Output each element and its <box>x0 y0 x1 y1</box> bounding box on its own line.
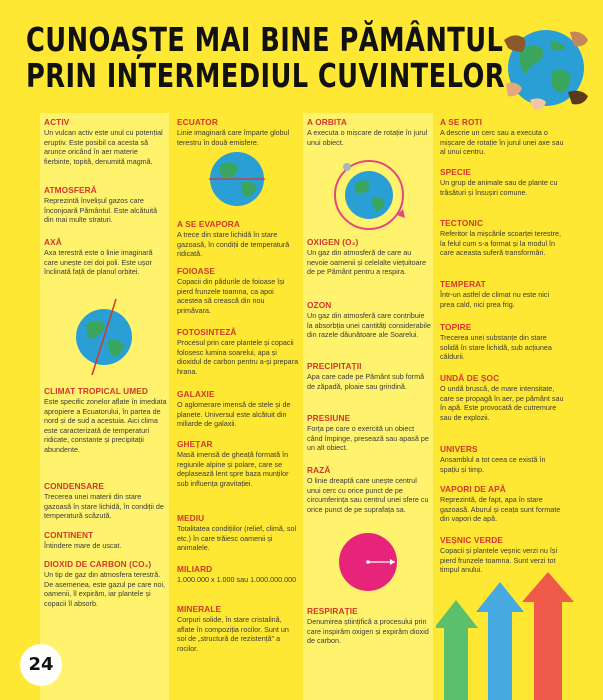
term: RAZĂ <box>307 465 331 475</box>
entry-oxigen <box>307 237 431 277</box>
entry-minerale <box>177 604 300 653</box>
page-title <box>26 20 505 95</box>
term: A ORBITA <box>307 117 347 127</box>
entry-unda-de-soc <box>440 373 564 422</box>
definition: Un tip de gaz din atmosfera terestră. De asemenea, este gazul pe care noi, oamenii, îl expirăm, iar plantele și copacii îl absorb. <box>44 570 166 608</box>
entry-temperat <box>440 279 564 309</box>
term: MEDIU <box>177 513 205 523</box>
term: VEȘNIC VERDE <box>440 535 503 545</box>
definition: A trece din stare lichidă în stare gazoasă, în condiții de temperatură ridicată. <box>177 230 290 259</box>
definition: O linie dreaptă care unește centrul unui cerc cu orice punct de pe circumferința sau centrul unei sfere cu orice punct de pe suprafața sa. <box>307 476 429 514</box>
title-line-2: PRIN INTERMEDIUL CUVINTELOR <box>26 56 505 95</box>
entry-respiratie <box>307 606 431 646</box>
entry-vapori-de-apa <box>440 484 564 524</box>
definition: Trecerea unei substanțe din stare solidă în stare lichidă, sub acțiunea căldurii. <box>440 333 552 362</box>
entry-activ <box>44 117 167 166</box>
term: OXIGEN (O₂) <box>307 237 359 247</box>
term: FOIOASE <box>177 266 216 276</box>
term: ATMOSFERĂ <box>44 185 97 195</box>
tilted-axis-globe-icon <box>68 295 140 377</box>
term: A SE EVAPORA <box>177 219 240 229</box>
glossary-column-3 <box>303 113 433 700</box>
page-number: 24 <box>20 644 62 686</box>
definition: Reprezintă învelișul gazos care înconjoară Pământul. Este alcătuită din mai multe straturi. <box>44 196 158 225</box>
definition: O aglomerare imensă de stele și de planete. Universul este alcătuit din miliarde de galaxii. <box>177 400 291 429</box>
definition: Axa terestră este o linie imaginară care unește cei doi poli. Este ușor înclinată față de planul orbitei. <box>44 248 153 277</box>
entry-specie <box>440 167 564 197</box>
term: AXĂ <box>44 237 62 247</box>
definition: O undă bruscă, de mare intensitate, care se propagă în aer, pe pământ sau în apă. Este provocată de cutremure sau de explozii. <box>440 384 564 422</box>
term: CLIMAT TROPICAL UMED <box>44 386 149 396</box>
entry-precipitatii <box>307 361 431 391</box>
term: A SE ROTI <box>440 117 483 127</box>
definition: Un grup de animale sau de plante cu trăsături și însușiri comune. <box>440 178 558 197</box>
entry-climat-tropical <box>44 386 167 455</box>
term: TOPIRE <box>440 322 472 332</box>
definition: 1.000.000 x 1.000 sau 1.000.000.000 <box>177 575 297 584</box>
title-line-1: CUNOAȘTE MAI BINE PĂMÂNTUL <box>26 20 504 59</box>
entry-vesnic-verde <box>440 535 564 575</box>
entry-axa <box>44 237 167 277</box>
entry-ghetar <box>177 439 300 488</box>
glossary-column-2 <box>173 113 302 700</box>
definition: A descrie un cerc sau a executa o mișcare de rotație în jurul unei axe sau al unui centru. <box>440 128 564 157</box>
definition: Procesul prin care plantele și copacii folosesc lumina soarelui, apa și dioxidul de carbon pentru a-și prepara hrana. <box>177 338 299 376</box>
globe-hands-icon <box>500 22 592 114</box>
growth-arrows-icon <box>436 572 603 700</box>
definition: Apa care cade pe Pământ sub formă de zăpadă, ploaie sau grindină. <box>307 372 425 391</box>
definition: Copacii și plantele veșnic verzi nu își pierd frunzele toamna. Sunt verzi tot timpul anului. <box>440 546 558 575</box>
term: SPECIE <box>440 167 472 177</box>
radius-circle-icon <box>337 531 399 593</box>
term: TECTONIC <box>440 218 484 228</box>
definition: Într-un astfel de climat nu este nici prea cald, nici prea frig. <box>440 290 550 309</box>
term: VAPORI DE APĂ <box>440 484 506 494</box>
definition: Reprezintă, de fapt, apa în stare gazoasă. Aburul și ceața sunt formate din vapori de apă. <box>440 495 561 524</box>
term: PRESIUNE <box>307 413 351 423</box>
entry-ecuator <box>177 117 300 147</box>
definition: Copacii din pădurile de foioase își pierd frunzele toamna, ca apoi acestea să crească din nou primăvara. <box>177 277 285 315</box>
term: UNDĂ DE ȘOC <box>440 373 500 383</box>
entry-raza <box>307 465 431 514</box>
orbit-globe-icon <box>323 153 415 235</box>
term: MILIARD <box>177 564 213 574</box>
term: RESPIRAȚIE <box>307 606 358 616</box>
term: PRECIPITAȚII <box>307 361 362 371</box>
entry-miliard <box>177 564 300 585</box>
term: UNIVERS <box>440 444 478 454</box>
term: MINERALE <box>177 604 222 614</box>
definition: Referitor la mișcările scoarței terestre, la felul cum s-a format și la modul în care aceasta suferă transformări. <box>440 229 562 258</box>
entry-mediu <box>177 513 300 553</box>
entry-a-orbita <box>307 117 431 147</box>
definition: Un gaz din atmosferă de care au nevoie oamenii și celelalte viețuitoare de pe Pământ pentru a respira. <box>307 248 427 277</box>
entry-presiune <box>307 413 431 453</box>
equator-globe-icon <box>207 149 267 209</box>
definition: Totalitatea condițiilor (relief, climă, sol etc.) în care trăiesc oamenii și animalele. <box>177 524 297 553</box>
entry-condensare <box>44 481 167 521</box>
entry-topire <box>440 322 564 362</box>
entry-continent <box>44 530 167 551</box>
glossary-column-1 <box>40 113 169 700</box>
definition: Linie imaginară care împarte globul terestru în două emisfere. <box>177 128 290 147</box>
definition: A executa o mișcare de rotație în jurul unui obiect. <box>307 128 428 147</box>
entry-dioxid-de-carbon <box>44 559 167 608</box>
entry-atmosfera <box>44 185 167 225</box>
term: GHEȚAR <box>177 439 213 449</box>
entry-a-se-roti <box>440 117 564 157</box>
entry-univers <box>440 444 564 474</box>
term: GALAXIE <box>177 389 215 399</box>
definition: Forța pe care o exercită un obiect când împinge, presează sau apasă pe un alt obiect. <box>307 424 429 453</box>
definition: Corpuri solide, în stare cristalină, aflate în compoziția rocilor. Sunt un soi de „structură de rezistență” a rocilor. <box>177 615 289 653</box>
definition: Trecerea unei materii din stare gazoasă în stare lichidă, în condiții de temperatură scăzută. <box>44 492 164 521</box>
definition: Este specific zonelor aflate în imediata apropiere a Ecuatorului, în partea de nord și de sud a acestuia. Aici clima este caracterizată de temperaturi ridicate, constante și precipitații abundente. <box>44 397 167 454</box>
definition: Masă imensă de gheață formată în regiunile alpine și polare, care se deplasează lent spre baza munților sub influența gravitației. <box>177 450 289 488</box>
definition: Întindere mare de uscat. <box>44 541 122 550</box>
definition: Ansamblul a tot ceea ce există în spațiu și timp. <box>440 455 546 474</box>
entry-fotosinteza <box>177 327 300 376</box>
term: FOTOSINTEZĂ <box>177 327 237 337</box>
term: CONDENSARE <box>44 481 105 491</box>
definition: Denumirea științifică a procesului prin care inspirăm oxigen și expirăm dioxid de carbon. <box>307 617 429 646</box>
term: OZON <box>307 300 332 310</box>
term: ACTIV <box>44 117 70 127</box>
entry-foioase <box>177 266 300 315</box>
term: DIOXID DE CARBON (CO₂) <box>44 559 152 569</box>
entry-galaxie <box>177 389 300 429</box>
definition: Un gaz din atmosferă care contribuie la absorbția unei cantități considerabile din razele dăunătoare ale Soarelui. <box>307 311 431 340</box>
term: ECUATOR <box>177 117 218 127</box>
definition: Un vulcan activ este unul cu potențial eruptiv. Este posibil ca acesta să arunce oricând în aer materie fierbinte, topită, denumită magmă. <box>44 128 163 166</box>
entry-ozon <box>307 300 431 340</box>
term: CONTINENT <box>44 530 94 540</box>
entry-tectonic <box>440 218 564 258</box>
entry-a-se-evapora <box>177 219 300 259</box>
term: TEMPERAT <box>440 279 486 289</box>
